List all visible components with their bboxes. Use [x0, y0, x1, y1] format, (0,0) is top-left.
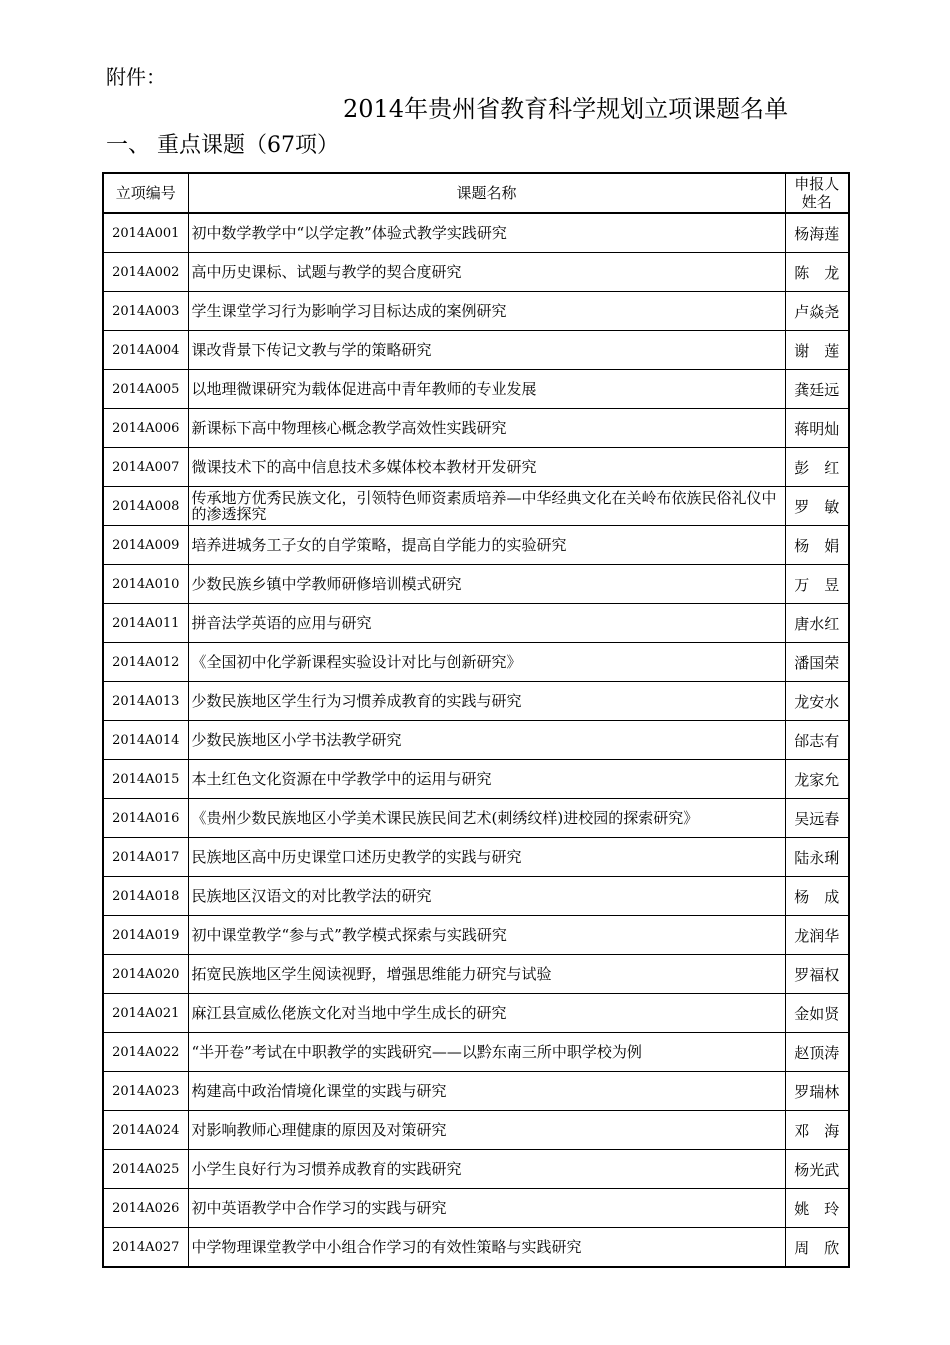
- project-name-cell: 新课标下高中物理核心概念教学高效性实践研究: [188, 409, 785, 448]
- project-id-cell: 2014A015: [103, 760, 188, 799]
- table-row: [103, 292, 849, 331]
- applicant-name-cell: 金如贤: [785, 994, 849, 1033]
- project-id-cell: 2014A025: [103, 1150, 188, 1189]
- project-name-cell: 少数民族乡镇中学教师研修培训模式研究: [188, 565, 785, 604]
- project-name-cell: 麻江县宣威仫佬族文化对当地中学生成长的研究: [188, 994, 785, 1033]
- project-name-cell: 《全国初中化学新课程实验设计对比与创新研究》: [188, 643, 785, 682]
- project-id-cell: 2014A026: [103, 1189, 188, 1228]
- table-row: [103, 565, 849, 604]
- project-name-cell: 拓宽民族地区学生阅读视野，增强思维能力研究与试验: [188, 955, 785, 994]
- project-name-cell: 民族地区高中历史课堂口述历史教学的实践与研究: [188, 838, 785, 877]
- table-row: [103, 1033, 849, 1072]
- project-name-cell: 中学物理课堂教学中小组合作学习的有效性策略与实践研究: [188, 1228, 785, 1268]
- applicant-name-cell: 杨光武: [785, 1150, 849, 1189]
- attachment-label: 附件：: [106, 65, 166, 89]
- project-id-cell: 2014A002: [103, 253, 188, 292]
- applicant-name-cell: 罗 敏: [785, 487, 849, 526]
- table-body: [103, 213, 849, 1267]
- project-name-cell: 初中英语教学中合作学习的实践与研究: [188, 1189, 785, 1228]
- project-name-cell: 高中历史课标、试题与教学的契合度研究: [188, 253, 785, 292]
- table-row: [103, 1228, 849, 1268]
- applicant-name-cell: 吴远春: [785, 799, 849, 838]
- project-id-cell: 2014A011: [103, 604, 188, 643]
- applicant-name-cell: 杨 娟: [785, 526, 849, 565]
- applicant-name-cell: 谢 莲: [785, 331, 849, 370]
- column-header-person-line2: 姓名: [801, 193, 832, 211]
- project-table-container: [102, 172, 848, 1268]
- project-id-cell: 2014A017: [103, 838, 188, 877]
- project-name-cell: 以地理微课研究为载体促进高中青年教师的专业发展: [188, 370, 785, 409]
- table-row: [103, 409, 849, 448]
- project-name-cell: 传承地方优秀民族文化，引领特色师资素质培养—中华经典文化在关岭布依族民俗礼仪中的渗透探究: [188, 487, 785, 526]
- table-row: [103, 1189, 849, 1228]
- project-id-cell: 2014A012: [103, 643, 188, 682]
- applicant-name-cell: 龚廷远: [785, 370, 849, 409]
- applicant-name-cell: 姚 玲: [785, 1189, 849, 1228]
- project-id-cell: 2014A007: [103, 448, 188, 487]
- applicant-name-cell: 陆永琍: [785, 838, 849, 877]
- table-row: [103, 643, 849, 682]
- applicant-name-cell: 杨海莲: [785, 213, 849, 253]
- section-heading: 一、 重点课题（67项）: [106, 133, 339, 158]
- table-row: [103, 526, 849, 565]
- applicant-name-cell: 龙安水: [785, 682, 849, 721]
- project-id-cell: 2014A004: [103, 331, 188, 370]
- applicant-name-cell: 潘国荣: [785, 643, 849, 682]
- project-name-cell: 《贵州少数民族地区小学美术课民族民间艺术(刺绣纹样)进校园的探索研究》: [188, 799, 785, 838]
- applicant-name-cell: 龙润华: [785, 916, 849, 955]
- table-row: [103, 1111, 849, 1150]
- project-id-cell: 2014A008: [103, 487, 188, 526]
- project-id-cell: 2014A006: [103, 409, 188, 448]
- project-id-cell: 2014A014: [103, 721, 188, 760]
- table-row: [103, 994, 849, 1033]
- project-id-cell: 2014A027: [103, 1228, 188, 1268]
- column-header-person-line1: 申报人: [794, 175, 840, 193]
- column-header-id: 立项编号: [103, 173, 188, 213]
- project-id-cell: 2014A013: [103, 682, 188, 721]
- applicant-name-cell: 唐水红: [785, 604, 849, 643]
- project-id-cell: 2014A016: [103, 799, 188, 838]
- project-name-cell: 本土红色文化资源在中学教学中的运用与研究: [188, 760, 785, 799]
- table-row: [103, 721, 849, 760]
- table-row: [103, 1072, 849, 1111]
- project-id-cell: 2014A018: [103, 877, 188, 916]
- project-id-cell: 2014A022: [103, 1033, 188, 1072]
- project-name-cell: 初中课堂教学“参与式”教学模式探索与实践研究: [188, 916, 785, 955]
- applicant-name-cell: 陈 龙: [785, 253, 849, 292]
- table-row: [103, 604, 849, 643]
- project-name-cell: “半开卷”考试在中职教学的实践研究——以黔东南三所中职学校为例: [188, 1033, 785, 1072]
- project-name-cell: 少数民族地区学生行为习惯养成教育的实践与研究: [188, 682, 785, 721]
- project-name-cell: 学生课堂学习行为影响学习目标达成的案例研究: [188, 292, 785, 331]
- table-row: [103, 955, 849, 994]
- table-row: [103, 253, 849, 292]
- applicant-name-cell: 彭 红: [785, 448, 849, 487]
- project-id-cell: 2014A021: [103, 994, 188, 1033]
- applicant-name-cell: 杨 成: [785, 877, 849, 916]
- table-header-row: [103, 173, 849, 213]
- project-name-cell: 少数民族地区小学书法教学研究: [188, 721, 785, 760]
- table-row: [103, 877, 849, 916]
- table-row: [103, 838, 849, 877]
- table-row: [103, 213, 849, 253]
- project-name-cell: 对影响教师心理健康的原因及对策研究: [188, 1111, 785, 1150]
- project-id-cell: 2014A024: [103, 1111, 188, 1150]
- project-name-cell: 民族地区汉语文的对比教学法的研究: [188, 877, 785, 916]
- project-name-cell: 初中数学教学中“以学定教”体验式教学实践研究: [188, 213, 785, 253]
- project-id-cell: 2014A020: [103, 955, 188, 994]
- project-id-cell: 2014A010: [103, 565, 188, 604]
- project-id-cell: 2014A009: [103, 526, 188, 565]
- document-title: 2014年贵州省教育科学规划立项课题名单: [343, 95, 789, 123]
- project-id-cell: 2014A023: [103, 1072, 188, 1111]
- applicant-name-cell: 罗福权: [785, 955, 849, 994]
- table-row: [103, 916, 849, 955]
- project-table: [102, 172, 850, 1268]
- applicant-name-cell: 赵顶涛: [785, 1033, 849, 1072]
- applicant-name-cell: 邰志有: [785, 721, 849, 760]
- table-row: [103, 760, 849, 799]
- project-id-cell: 2014A003: [103, 292, 188, 331]
- project-id-cell: 2014A001: [103, 213, 188, 253]
- table-row: [103, 487, 849, 526]
- applicant-name-cell: 卢焱尧: [785, 292, 849, 331]
- project-name-cell: 培养进城务工子女的自学策略，提高自学能力的实验研究: [188, 526, 785, 565]
- table-row: [103, 1150, 849, 1189]
- table-row: [103, 799, 849, 838]
- project-name-cell: 课改背景下传记文教与学的策略研究: [188, 331, 785, 370]
- project-id-cell: 2014A005: [103, 370, 188, 409]
- column-header-name: 课题名称: [188, 173, 785, 213]
- applicant-name-cell: 万 昱: [785, 565, 849, 604]
- table-row: [103, 682, 849, 721]
- applicant-name-cell: 周 欣: [785, 1228, 849, 1268]
- project-name-cell: 微课技术下的高中信息技术多媒体校本教材开发研究: [188, 448, 785, 487]
- project-name-cell: 构建高中政治情境化课堂的实践与研究: [188, 1072, 785, 1111]
- table-row: [103, 448, 849, 487]
- applicant-name-cell: 龙家允: [785, 760, 849, 799]
- applicant-name-cell: 罗瑞林: [785, 1072, 849, 1111]
- table-row: [103, 370, 849, 409]
- column-header-person: [785, 173, 849, 213]
- project-name-cell: 拼音法学英语的应用与研究: [188, 604, 785, 643]
- applicant-name-cell: 邓 海: [785, 1111, 849, 1150]
- applicant-name-cell: 蒋明灿: [785, 409, 849, 448]
- table-row: [103, 331, 849, 370]
- project-name-cell: 小学生良好行为习惯养成教育的实践研究: [188, 1150, 785, 1189]
- project-id-cell: 2014A019: [103, 916, 188, 955]
